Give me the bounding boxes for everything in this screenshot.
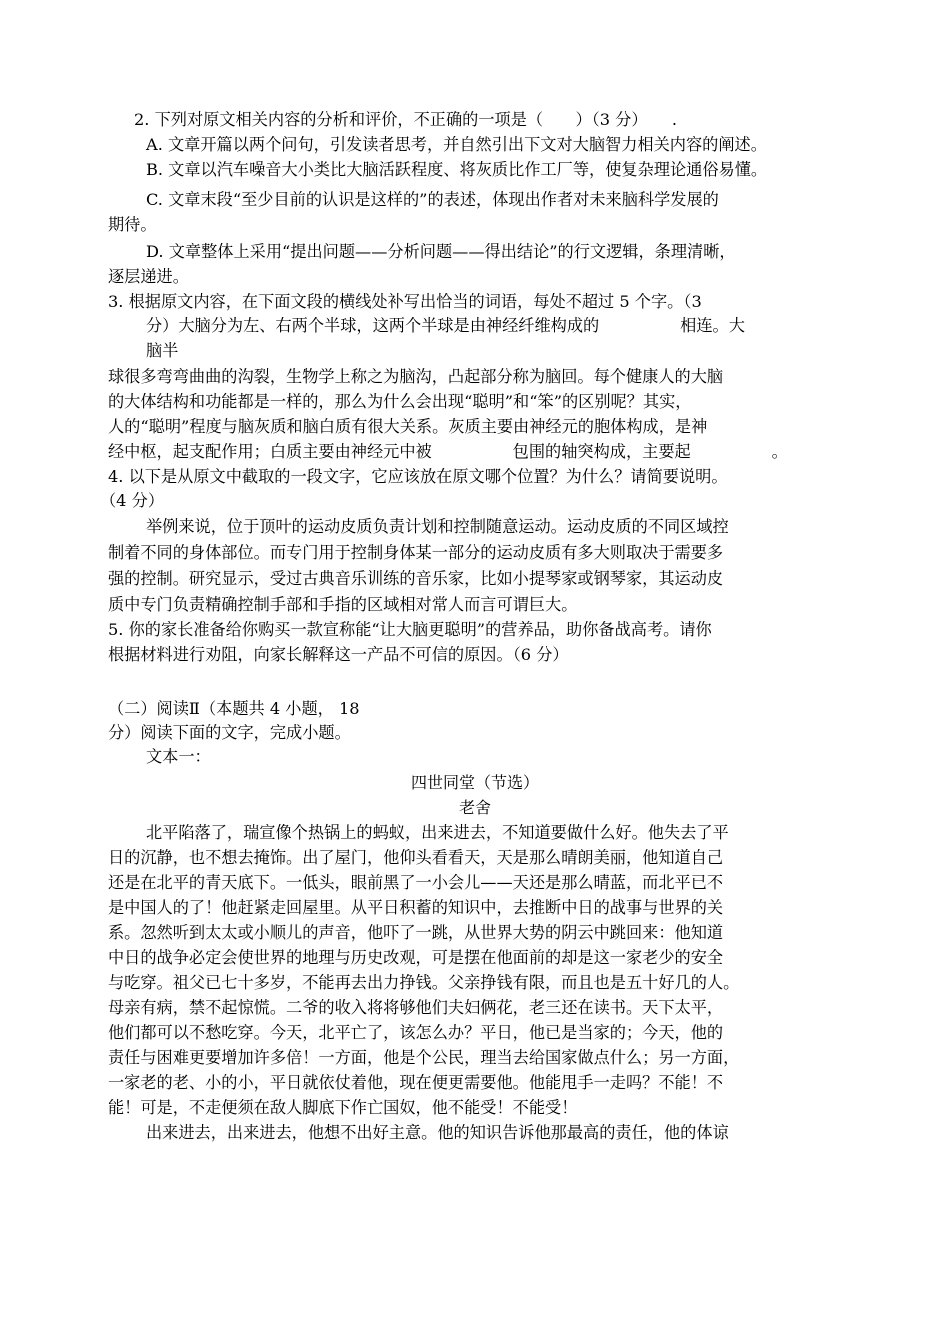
passage-line: 他们都可以不愁吃穿。今天，北平亡了，该怎么办？平日，他已是当家的；今天，他的 — [108, 1023, 724, 1042]
passage-line: 出来进去，出来进去，他想不出好主意。他的知识告诉他那最高的责任，他的体谅 — [146, 1123, 729, 1142]
q4-stem-cont: （4 分） — [100, 491, 165, 510]
q2-option-c: C. 文章末段“至少目前的认识是这样的”的表述，体现出作者对未来脑科学发展的 — [146, 190, 719, 209]
q2-option-d: D. 文章整体上采用“提出问题——分析问题——得出结论”的行文逻辑，条理清晰， — [146, 242, 736, 261]
passage-line: 日的沉静，也不想去掩饰。出了屋门，他仰头看看天，天是那么晴朗美丽，他知道自己 — [108, 848, 724, 867]
passage-line: 中日的战争必定会使世界的地理与历史改观，可是摆在他面前的却是这一家老少的安全 — [108, 948, 724, 967]
q4-stem: 4. 以下是从原文中截取的一段文字，它应该放在原文哪个位置？为什么？请简要说明。 — [108, 467, 728, 486]
passage-author: 老舍 — [458, 798, 492, 817]
section2-heading: （二）阅读Ⅱ（本题共 4 小题， 18 — [108, 699, 360, 718]
passage-title: 四世同堂（节选） — [410, 773, 540, 792]
section2-heading-cont: 分）阅读下面的文字，完成小题。 — [108, 723, 351, 742]
passage-line: 一家老的老、小的小，平日就依仗着他，现在便更需要他。他能甩手一走吗？不能！不 — [108, 1073, 724, 1092]
q4-excerpt-line: 制着不同的身体部位。而专门用于控制身体某一部分的运动皮质有多大则取决于需要多 — [108, 543, 724, 562]
q3-passage-line: 的大体结构和功能都是一样的，那么为什么会出现“聪明”和“笨”的区别呢？其实， — [108, 392, 692, 411]
passage-line: 是中国人的了！他赶紧走回屋里。从平日积蓄的知识中，去推断中日的战事与世界的关 — [108, 898, 724, 917]
q3-passage-line: 经中枢，起支配作用；白质主要由神经元中被 包围的轴突构成，主要起 。 — [108, 442, 788, 461]
q3-stem: 3. 根据原文内容，在下面文段的横线处补写出恰当的词语，每处不超过 5 个字。（3 — [108, 292, 702, 311]
q2-option-c-cont: 期待。 — [108, 215, 157, 234]
passage-line: 责任与困难更要增加许多倍！一方面，他是个公民，理当去给国家做点什么；另一方面， — [108, 1048, 740, 1067]
passage-line: 能！可是，不走便须在敌人脚底下作亡国奴，他不能受！不能受！ — [108, 1098, 578, 1117]
q2-option-b: B. 文章以汽车噪音大小类比大脑活跃程度、将灰质比作工厂等，使复杂理论通俗易懂。 — [146, 160, 768, 179]
q3-passage-line: 球很多弯弯曲曲的沟裂，生物学上称之为脑沟，凸起部分称为脑回。每个健康人的大脑 — [108, 367, 724, 386]
q4-excerpt-line: 质中专门负责精确控制手部和手指的区域相对常人而言可谓巨大。 — [108, 595, 578, 614]
q2-stem: 2. 下列对原文相关内容的分析和评价，不正确的一项是（ ）（3 分） . — [134, 110, 677, 129]
passage-line: 母亲有病，禁不起惊慌。二爷的收入将将够他们夫妇俩花，老三还在读书。天下太平， — [108, 998, 724, 1017]
q5-stem-cont: 根据材料进行劝阻，向家长解释这一产品不可信的原因。（6 分） — [108, 645, 569, 664]
passage-line: 系。忽然听到太太或小顺儿的声音，他吓了一跳，从世界大势的阴云中跳回来：他知道 — [108, 923, 724, 942]
passage-line: 还是在北平的青天底下。一低头，眼前黑了一小会儿——天还是那么晴蓝，而北平已不 — [108, 873, 724, 892]
passage-line: 北平陷落了，瑞宣像个热锅上的蚂蚁，出来进去，不知道要做什么好。他失去了平 — [146, 823, 729, 842]
q4-excerpt-line: 强的控制。研究显示，受过古典音乐训练的音乐家，比如小提琴家或钢琴家，其运动皮 — [108, 569, 724, 588]
q4-excerpt-line: 举例来说，位于顶叶的运动皮质负责计划和控制随意运动。运动皮质的不同区域控 — [146, 517, 729, 536]
q3-passage-line: 分）大脑分为左、右两个半球，这两个半球是由神经纤维构成的 相连。大 — [146, 316, 745, 335]
passage-line: 与吃穿。祖父已七十多岁，不能再去出力挣钱。父亲挣钱有限，而且也是五十好几的人。 — [108, 973, 740, 992]
q5-stem: 5. 你的家长准备给你购买一款宣称能“让大脑更聪明”的营养品，助你备战高考。请你 — [108, 620, 712, 639]
q2-option-d-cont: 逐层递进。 — [108, 267, 189, 286]
q3-passage-line: 脑半 — [146, 341, 179, 360]
q2-option-a: A. 文章开篇以两个问句，引发读者思考，并自然引出下文对大脑智力相关内容的阐述。 — [146, 135, 767, 154]
q3-passage-line: 人的“聪明”程度与脑灰质和脑白质有很大关系。灰质主要由神经元的胞体构成，是神 — [108, 417, 708, 436]
text-label: 文本一： — [146, 747, 211, 766]
